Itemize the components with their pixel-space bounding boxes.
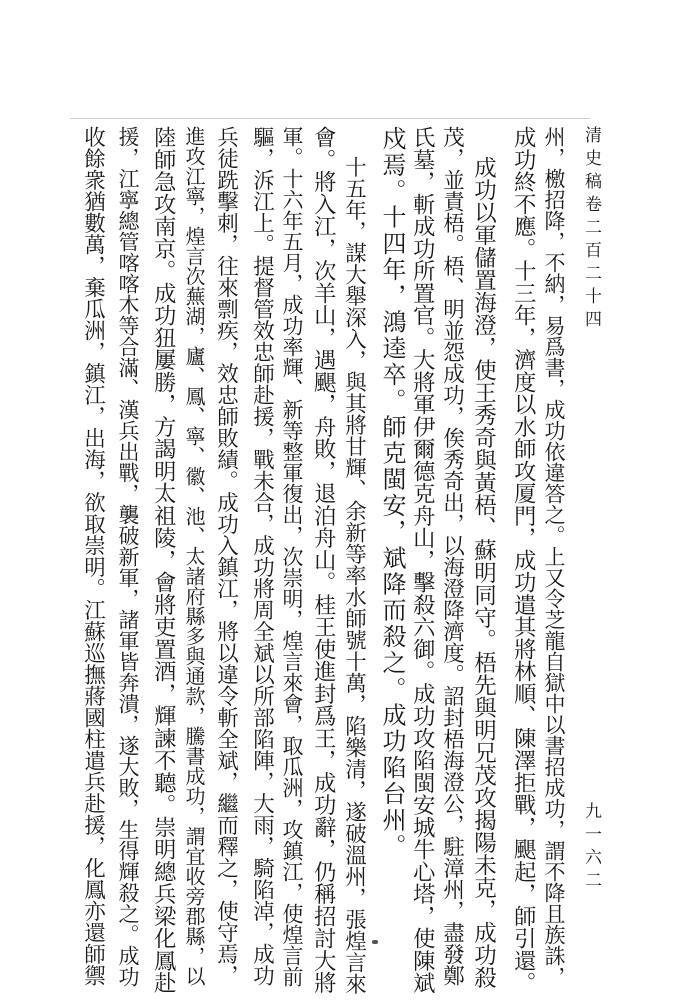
page-number: 九一六二 — [581, 802, 601, 894]
divider — [70, 118, 590, 119]
book-title: 清史稿卷二百二十四 — [581, 126, 601, 333]
text-column: 茂，並責梧。梧、明並怨成功，俟秀奇出，以海澄降濟度。詔封梧海澄公，駐漳州，盡發鄭 — [439, 126, 465, 986]
text-column: 成功以軍儲置海澄，使王秀奇與黃梧、蘇明同守。梧先與明兄茂攻揭陽未克，成功殺 — [470, 156, 497, 989]
text-column: 軍。十六年五月，成功率輝、新等整軍復出，次崇明，煌言來會，取瓜洲，攻鎮江，使煌言前 — [280, 126, 304, 987]
text-column: 氏墓，斬成功所置官。大將軍伊爾德克舟山，擊殺六御。成功攻陷閩安城牛心塔，使陳斌 — [409, 126, 436, 994]
text-column: 收餘衆猶數萬，棄瓜洲，鎮江，出海，欲取崇明。江蘇巡撫蔣國柱遣兵赴援，化鳳亦還師禦 — [80, 126, 106, 986]
text-column: 兵徒跣擊刺，往來剽疾，效忠師敗績。成功入鎮江，將以違令斬全斌，繼而釋之，使守焉， — [213, 126, 239, 986]
text-column: 援，江寧總管喀喀木等合滿、漢兵出戰，襲破新軍，諸軍皆奔潰，遂大敗，生得輝殺之。成功 — [116, 126, 140, 987]
text-column: 陸師急攻南京。成功狃屢勝，方謁明太祖陵，會將吏置酒，輝諫不聽。崇明總兵梁化鳳赴 — [150, 126, 177, 994]
text-column: 十五年，謀大舉深入，與其將甘輝、余新等率水師號十萬，陷樂清，遂破溫州，張煌言來 — [341, 156, 367, 995]
text-column: 驅，泝江上。提督管效忠師赴援，戰未合，成功將周全斌以所部陷陣，大雨，騎陷淖，成功 — [249, 126, 275, 986]
ink-speck — [372, 940, 378, 944]
text-column: 戍焉。十四年，鴻逵卒。師克閩安，斌降而殺之。成功陷台州。 — [378, 126, 406, 860]
text-column: 成功終不應。十三年，濟度以水師攻厦門，成功遣其將林順、陳澤拒戰，颶起，師引還。 — [510, 126, 537, 994]
text-column: 進攻江寧，煌言次蕪湖，廬、鳳、寧、徽、池、太諸府縣多與通款，騰書成功，謂宜收旁郡縣，以 — [182, 126, 206, 986]
text-column: 州，檄招降，不納，易爲書，成功依違答之。上又令芝龍自獄中以書招成功，謂不降且族誅， — [542, 126, 566, 987]
text-column: 會。將入江，次羊山，遇颶，舟敗，退泊舟山。桂王使進封爲王，成功辭，仍稱招討大將 — [310, 126, 337, 994]
